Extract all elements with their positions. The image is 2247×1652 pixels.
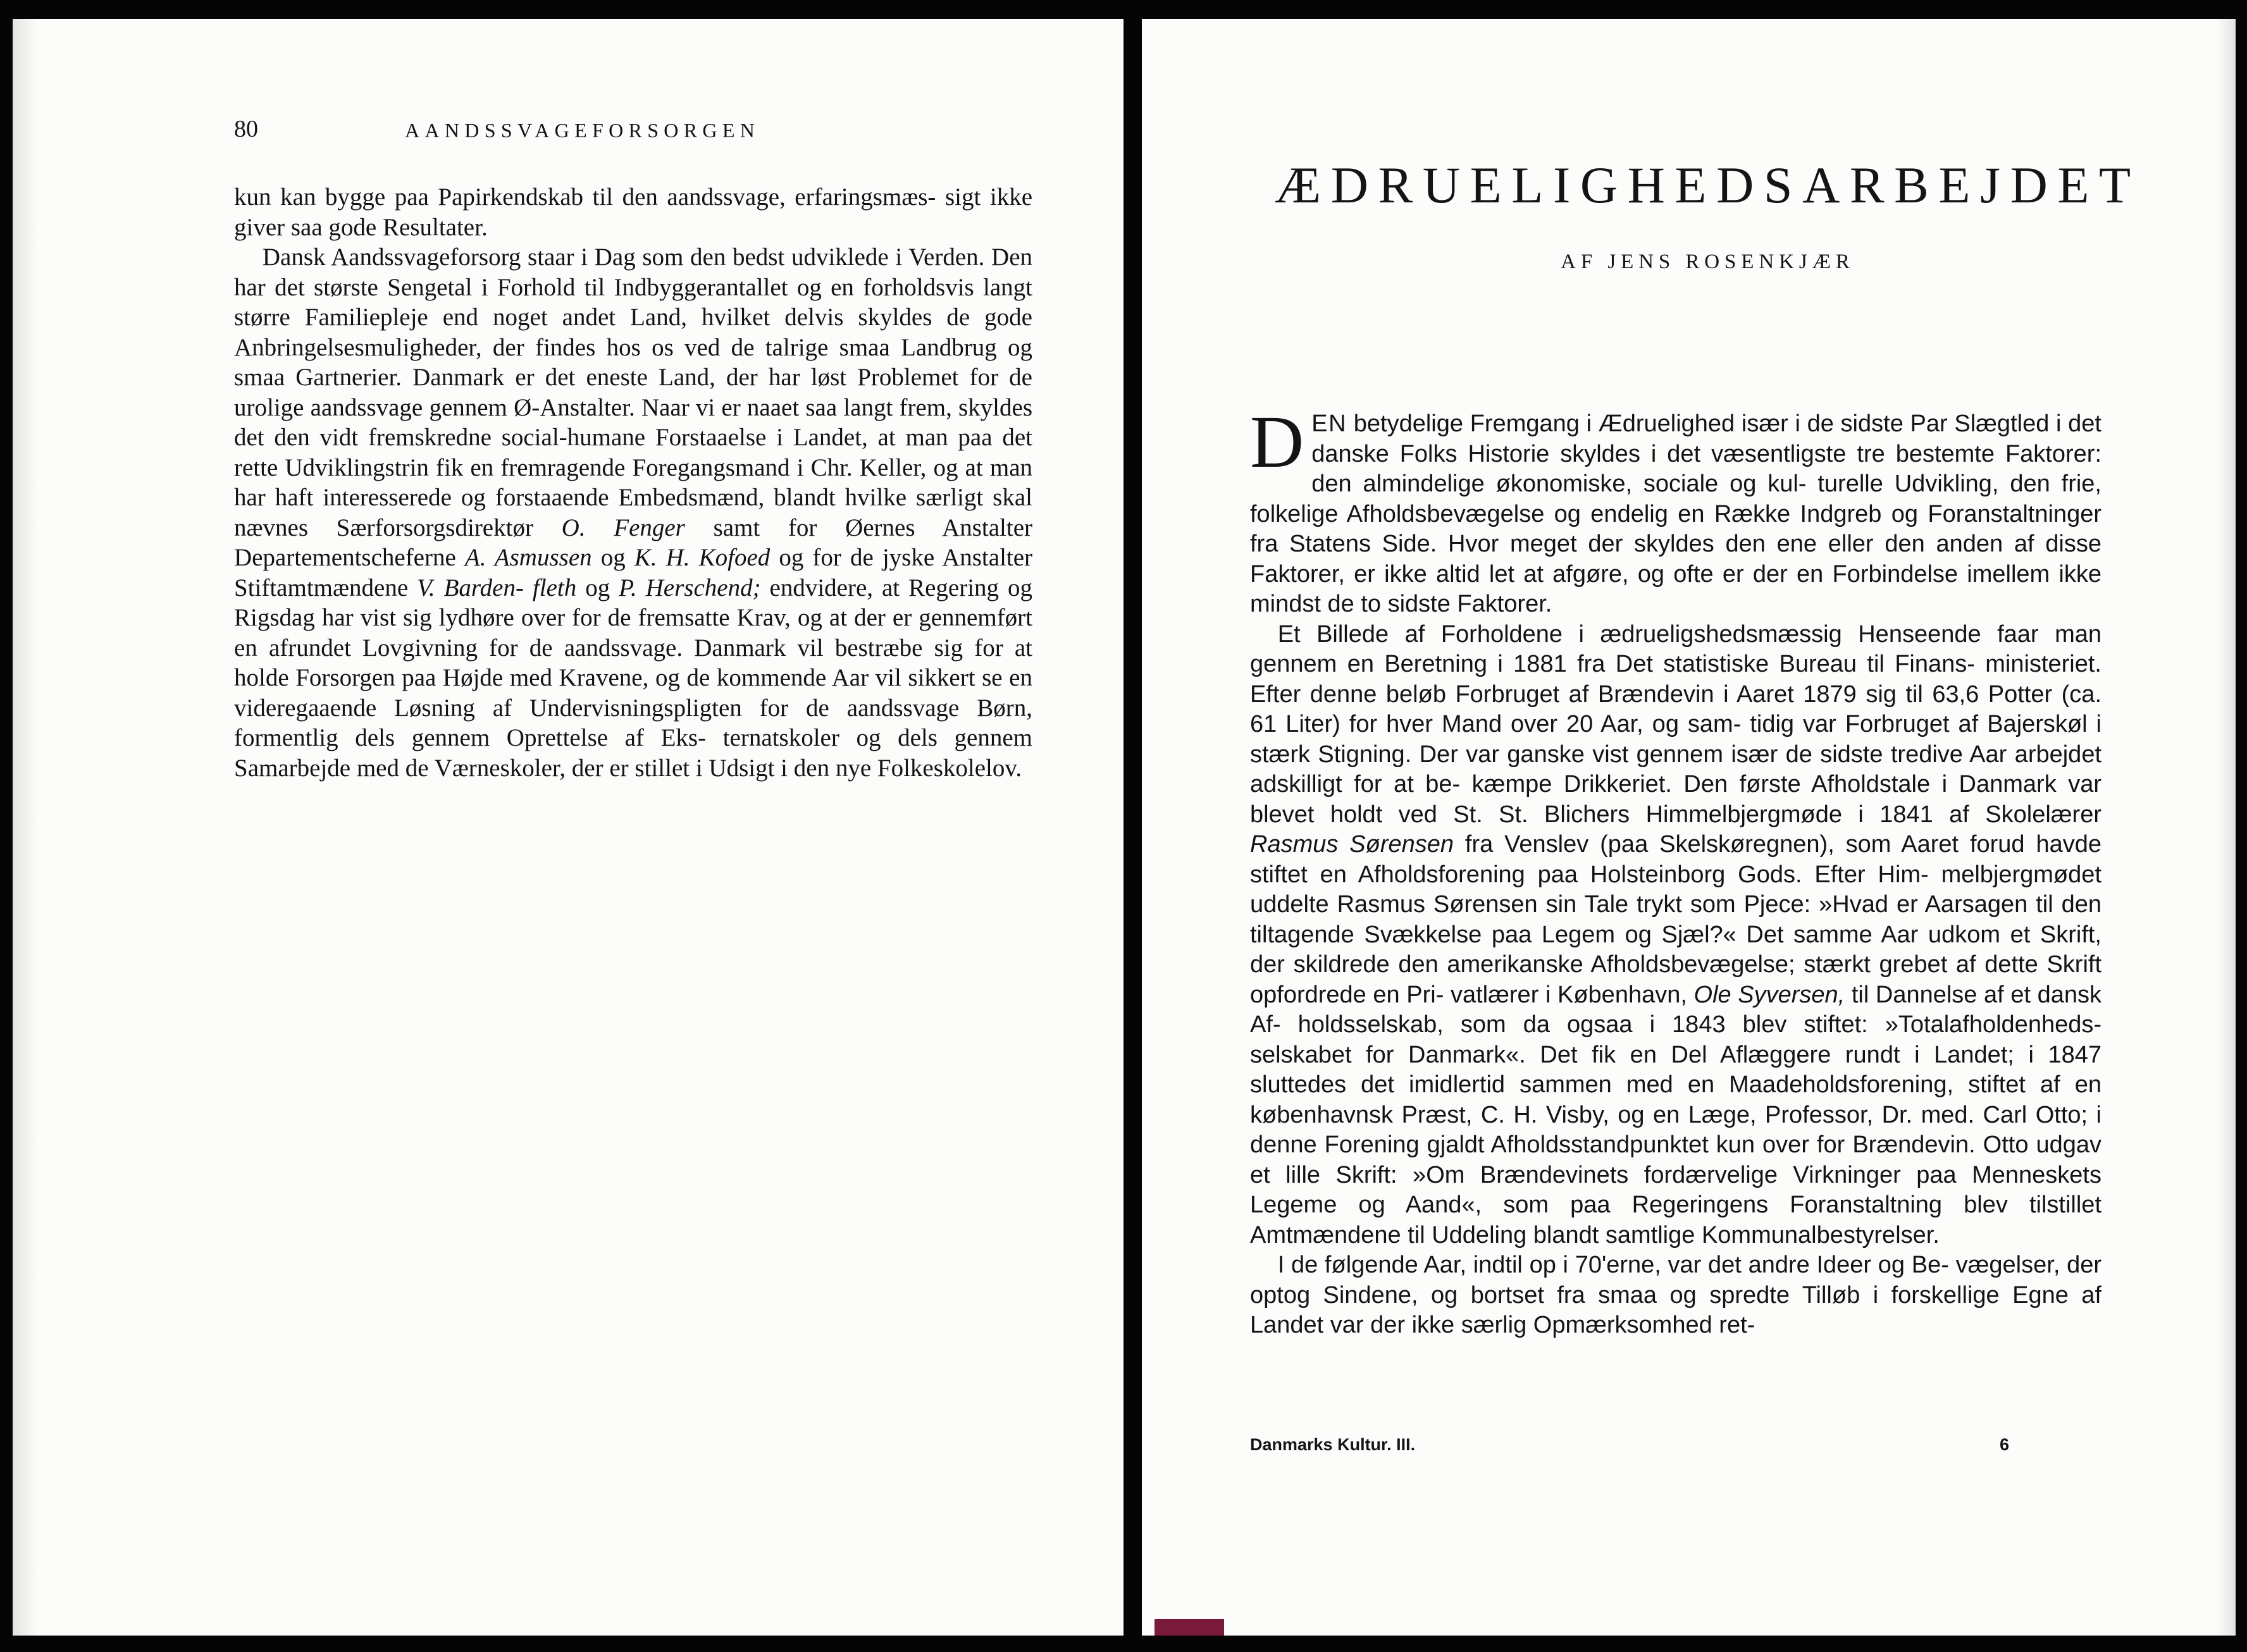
paragraph	[1250, 400, 2102, 620]
right-page	[1142, 19, 2236, 1636]
text-line: Det samme Aar udkom et Skrift, der skildrede den amerikanske	[1250, 921, 2102, 978]
text-line: og for de jyske Anstalter Stiftamtmændene	[234, 544, 1033, 601]
text-line: Række Indgreb og Foranstaltninger fra Statens Side. Hvor meget der	[1250, 500, 2102, 557]
text-line: blandt hvilke særligt skal nævnes Særforsorgsdirektør	[234, 484, 1032, 541]
text-line: blandt samtlige Kommunalbestyrelser.	[1533, 1221, 1940, 1248]
person-name: Rasmus Sørensen	[1250, 831, 1454, 858]
text-line: og	[585, 574, 610, 601]
text-line: og en forholdsvis langt større Familiepleje end noget andet Land,	[234, 273, 1033, 331]
person-name: Ole Syversen,	[1693, 981, 1845, 1008]
text-line: ternatskoler og dels gennem Samarbejde med de Værneskoler, der er	[234, 724, 1033, 782]
person-name: O. Fenger	[561, 514, 685, 541]
paragraph	[1250, 620, 2102, 1251]
left-page	[13, 19, 1124, 1636]
text-line: for de aandssvage Børn, formentlig dels gennem Oprettelse af Eks-	[234, 694, 1032, 751]
text-line: vist gennem især de sidste tredive Aar arbejdet adskilligt for at be-	[1250, 741, 2102, 798]
text-line: tidig var Forbruget af Bajerskøl i stærk Stigning. Der var ganske	[1250, 711, 2102, 768]
text-line: Dansk Aandssvageforsorg staar i Dag som den bedst udviklede i	[262, 243, 903, 271]
footer-signature: 6	[2000, 1435, 2010, 1454]
text-line: Et Billede af Forholdene i ædrueligshedsmæssig Henseende faar	[1277, 620, 2039, 648]
page-number: 80	[234, 116, 258, 142]
text-line: I de følgende Aar, indtil op i 70'erne, var det andre Ideer og Be-	[1277, 1252, 1949, 1278]
text-line: endvidere, at Regering og Rigsdag har vist	[234, 574, 1032, 631]
person-name: K.	[634, 544, 657, 571]
text-line: kun over for Brændevin. Otto udgav et lille Skrift: »Om Brændevinets	[1250, 1131, 2102, 1188]
person-name: A. Asmussen	[464, 544, 592, 571]
text-line: kæmpe Drikkeriet. Den første Afholdstale i Danmark var blevet	[1250, 771, 2102, 828]
paragraph	[234, 242, 1032, 783]
text-line: sig til 63,6 Potter (ca. 61 Liter) for hver Mand over 20 Aar, og sam-	[1250, 681, 2102, 737]
text-line: turelle Udvikling, den frie, folkelige Afholdsbevægelse og endelig en	[1250, 471, 2102, 527]
text-line: afrundet Lovgivning for de aandssvage. Danmark vil bestræbe sig	[268, 634, 963, 662]
text-line: til Dannelse af et dansk Af-	[1250, 981, 2102, 1038]
first-word-rest: EN	[1311, 410, 1347, 437]
text-line: tre bestemte Faktorer: den almindelige økonomiske, sociale og kul-	[1311, 440, 2102, 497]
footer-book-title: Danmarks Kultur. III.	[1250, 1435, 1416, 1454]
text-line: hvilket delvis skyldes de gode Anbringelsesmuligheder, der findes	[234, 304, 1032, 361]
text-line: vidt fremskredne social-humane Forstaaelse i Landet, at man paa	[319, 424, 993, 451]
text-line: samt for Øernes Anstalter Departementscheferne	[234, 514, 1033, 571]
text-line: Regeringens Foranstaltning blev tilstillet Amtmændene til Uddeling	[1250, 1192, 2102, 1248]
text-line: sig lydhøre over for de fremsatte Krav, og at der er gennemført en	[234, 604, 1033, 662]
text-line: at afgøre, og ofte er der en Forbindelse imellem ikke mindst de to	[1250, 560, 2102, 617]
text-line: skyldes den ene eller den anden af disse Faktorer, er ikke altid let	[1250, 531, 2102, 588]
page-edge-mark	[1154, 1619, 1224, 1636]
text-line: betydelige Fremgang i Ædruelighed især i de sidste Par	[1353, 410, 1948, 437]
text-line: fra Venslev (paa Skelskøregnen), som Aaret forud	[1464, 831, 2025, 858]
text-line: man gennem en Beretning i 1881 fra Det statistiske Bureau til Finans-	[1250, 620, 2102, 677]
right-body-text	[1250, 400, 2102, 1341]
text-line: holdsselskab, som da ogsaa i 1843 blev stiftet: »Totalafholdenheds-	[1297, 1011, 2102, 1038]
text-line: melbjergmødet uddelte Rasmus Sørensen sin Tale trykt som Pjece:	[1250, 861, 2102, 918]
text-line: gennem Ø-Anstalter. Naar vi er naaet saa langt frem, skyldes det den	[234, 393, 1033, 451]
text-line: det rette Udviklingstrin fik en fremragende Foregangsmand i Chr.	[234, 424, 1032, 481]
running-head: AANDSSVAGEFORSORGEN	[405, 119, 760, 142]
drop-cap: D	[1250, 400, 1304, 483]
person-name: H. Kofoed	[665, 544, 771, 571]
text-line: stillet i Udsigt i den nye Folkeskolelov.	[634, 754, 1022, 782]
page-shadow	[13, 19, 38, 1636]
text-line: for at holde Forsorgen paa Højde med Kravene, og de kommende	[234, 634, 1033, 691]
text-line: i 1847 sluttedes det imidlertid sammen med en Maadeholdsforening,	[1250, 1041, 2102, 1098]
text-line: hos os ved de talrige smaa Landbrug og smaa Gartnerier. Danmark	[234, 333, 1032, 391]
text-line: Verden. Den har det største Sengetal i Forhold til Indbyggerantallet	[234, 243, 1033, 301]
byline: AF JENS ROSENKJÆR	[1561, 250, 1855, 273]
text-line: fordærvelige Virkninger paa Menneskets Legeme og Aand«, som paa	[1250, 1161, 2102, 1218]
text-line: havde stiftet en Afholdsforening paa Holsteinborg Gods. Efter Him-	[1250, 831, 2102, 888]
text-line: sigt ikke giver saa gode Resultater.	[234, 183, 1032, 241]
text-line: Slægtled i det danske Folks Historie skyldes i det væsentligste	[1311, 410, 2102, 467]
person-name: fleth	[532, 574, 577, 601]
person-name: V. Barden-	[417, 574, 524, 601]
text-line: Dr. med. Carl Otto; i denne Forening gjaldt Afholdsstandpunktet	[1250, 1101, 2102, 1158]
text-line: stiftet af en københavnsk Præst, C. H. Visby, og en Læge, Professor,	[1250, 1071, 2102, 1128]
text-line: holdt ved St. St. Blichers Himmelbjergmøde i 1841 af Skolelærer	[1330, 801, 2102, 828]
text-line: og	[600, 544, 626, 571]
text-line: er det eneste Land, der har løst Problemet for de urolige aandssvage	[234, 364, 1032, 421]
text-line: i forskellige Egne af Landet var der ikke særlig Opmærksomhed ret-	[1250, 1281, 2102, 1338]
text-line: kun kan bygge paa Papirkendskab til den aandssvage, erfaringsmæs-	[234, 183, 936, 211]
text-line: Keller, og at man har haft interesserede og forstaaende Embedsmænd,	[234, 453, 1033, 511]
text-line: ministeriet. Efter denne beløb Forbruget af Brændevin i Aaret 1879	[1250, 651, 2102, 708]
text-line: vatlærer i København,	[1450, 981, 1687, 1008]
text-line: vægelser, der optog Sindene, og bortset fra smaa og spredte Tilløb	[1250, 1252, 2102, 1309]
text-line: Afholdsbevægelse; stærkt grebet af dette Skrift opfordrede en Pri-	[1250, 951, 2102, 1008]
text-line: Aar vil sikkert se en videregaaende Løsning af Undervisningspligten	[234, 664, 1032, 722]
text-line: »Hvad er Aarsagen til den tiltagende Svækkelse paa Legem og Sjæl?«	[1250, 891, 2102, 948]
text-line: sidste Faktorer.	[1387, 591, 1552, 617]
person-name: P. Herschend;	[619, 574, 761, 601]
paragraph	[234, 182, 1032, 242]
article-title: ÆDRUELIGHEDSARBEJDET	[1275, 156, 2141, 214]
left-body-text	[234, 182, 1032, 783]
text-line: selskabet for Danmark«. Det fik en Del Aflæggere rundt i Landet;	[1250, 1041, 2014, 1068]
paragraph	[1250, 1250, 2102, 1341]
